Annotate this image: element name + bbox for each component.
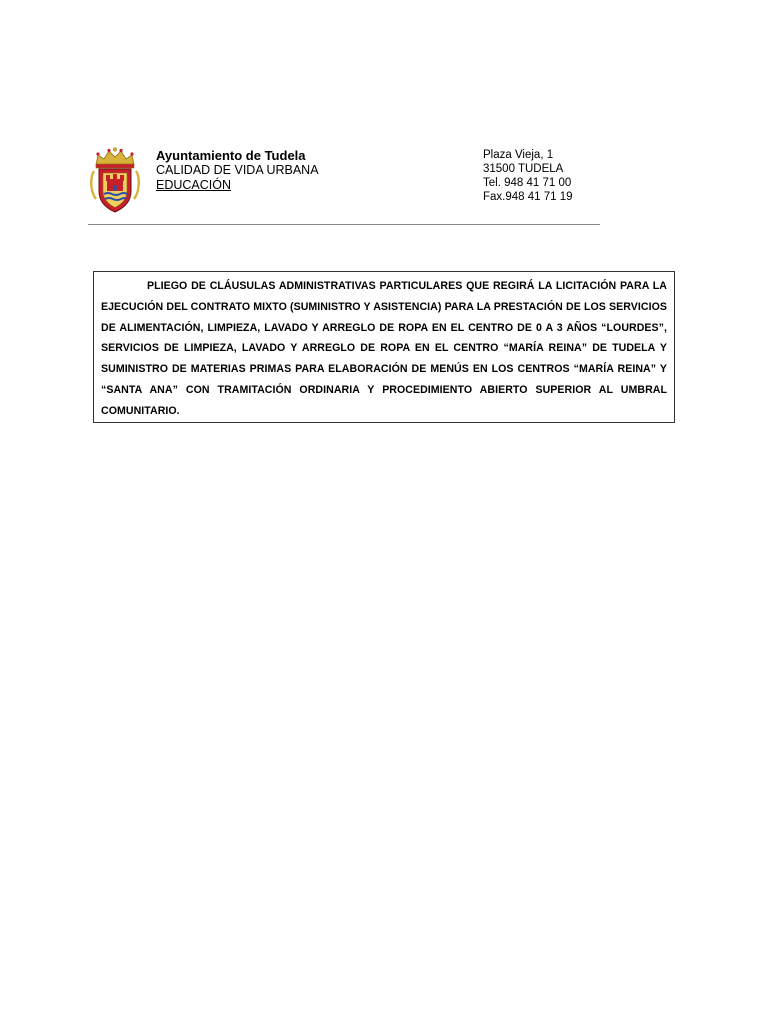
section-name: EDUCACIÓN bbox=[156, 178, 232, 192]
document-title-box bbox=[93, 271, 675, 423]
phone-number: Tel. 948 41 71 00 bbox=[483, 177, 572, 189]
header-divider bbox=[88, 224, 600, 225]
coat-of-arms-icon bbox=[90, 147, 140, 213]
document-title: PLIEGO DE CLÁUSULAS ADMINISTRATIVAS PARTICULARES QUE REGIRÁ LA LICITACIÓN PARA LA EJECUCIÓN DEL CONTRATO MIXTO (SUMINISTRO Y ASISTENCIA) PARA LA PRESTACIÓN DE LOS SERVICIOS DE ALIMENTACIÓN, LIMPIEZA, LAVADO Y ARREGLO DE ROPA EN EL CENTRO DE 0 A 3 AÑOS “LOURDES”, SERVICIOS DE LIMPIEZA, LAVADO Y ARREGLO DE ROPA EN EL CENTRO “MARÍA REINA” DE TUDELA Y SUMINISTRO DE MATERIAS PRIMAS PARA ELABORACIÓN DE MENÚS EN LOS CENTROS “MARÍA REINA” Y “SANTA ANA” CON TRAMITACIÓN ORDINARIA Y PROCEDIMIENTO ABIERTO SUPERIOR AL UMBRAL COMUNITARIO. bbox=[101, 280, 667, 417]
organization-block bbox=[156, 148, 319, 193]
address-block bbox=[483, 148, 573, 204]
address-line-2: 31500 TUDELA bbox=[483, 163, 564, 175]
fax-number: Fax.948 41 71 19 bbox=[483, 191, 573, 203]
address-line-1: Plaza Vieja, 1 bbox=[483, 149, 554, 161]
org-name: Ayuntamiento de Tudela bbox=[156, 148, 306, 163]
department-name: CALIDAD DE VIDA URBANA bbox=[156, 163, 319, 177]
